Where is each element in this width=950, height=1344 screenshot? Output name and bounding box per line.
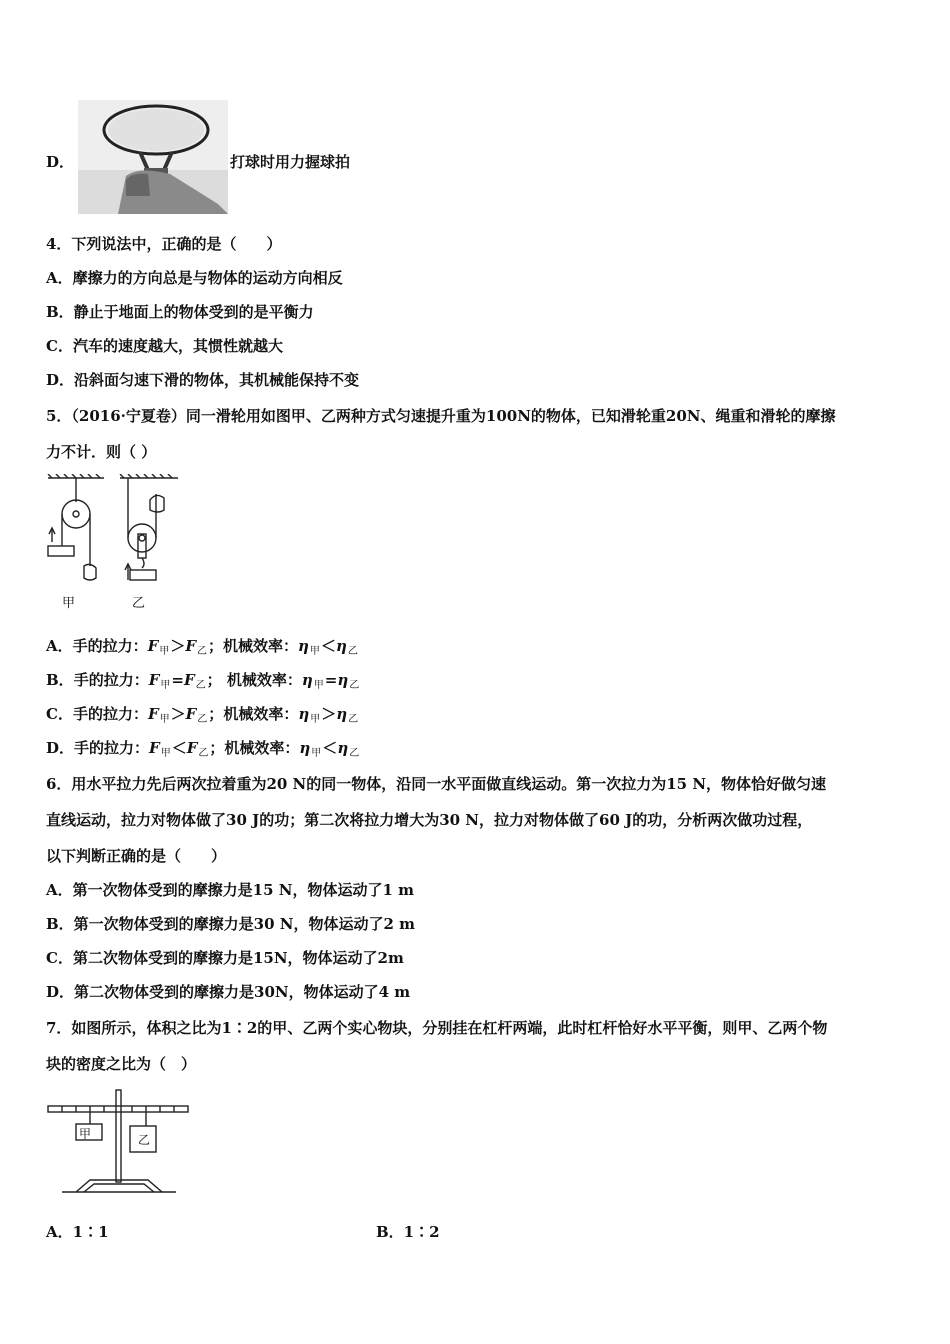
q6-option-b: B．第一次物体受到的摩擦力是30 N，物体运动了2 m [46, 915, 416, 933]
q5-stem-line1: 5．（2016·宁夏卷）同一滑轮用如图甲、乙两种方式匀速提升重为100N的物体，已知滑轮重20N、绳重和滑轮的摩擦 [46, 407, 836, 425]
q6-stem-line1: 6．用水平拉力先后两次拉着重为20 N的同一物体，沿同一水平面做直线运动。第一次拉力为15 N，物体恰好做匀速 [46, 775, 827, 793]
force-symbol: F [186, 739, 198, 757]
q5-stem-line2: 力不计．则（ ） [46, 443, 157, 461]
q7-figure-label-b: 乙 [138, 1133, 151, 1147]
q5-figure-label-b: 乙 [132, 596, 146, 611]
efficiency-label: 机械效率： [223, 637, 299, 655]
efficiency-relation: = [324, 671, 338, 689]
option-prefix: 手的拉力： [73, 671, 149, 689]
force-symbol: F [147, 637, 159, 655]
lever-figure [46, 1088, 190, 1198]
q6-option-a: A．第一次物体受到的摩擦力是15 N，物体运动了1 m [46, 881, 414, 899]
subscript: 甲 [313, 680, 324, 691]
force-symbol: F [185, 637, 196, 655]
q7-stem-line1: 7．如图所示，体积之比为1∶2的甲、乙两个实心物块，分别挂在杠杆两端，此时杠杆恰好水平平衡，则甲、乙两个物 [46, 1019, 828, 1037]
q4-option-c: C．汽车的速度越大，其惯性就越大 [46, 337, 283, 355]
q5-figure-label-a: 甲 [62, 596, 76, 611]
efficiency-label: 机械效率： [223, 705, 299, 723]
subscript: 乙 [195, 680, 206, 691]
subscript: 乙 [196, 646, 207, 657]
option-prefix: 手的拉力： [72, 637, 148, 655]
eta-symbol: η [337, 671, 349, 689]
subscript: 乙 [349, 680, 360, 691]
q6-stem-line3: 以下判断正确的是（ ） [46, 847, 227, 865]
subscript: 乙 [349, 748, 360, 759]
subscript: 甲 [160, 680, 171, 691]
q7-stem-line2: 块的密度之比为（ ） [46, 1055, 197, 1073]
efficiency-label: 机械效率： [224, 739, 300, 757]
option-letter: A． [46, 637, 73, 655]
force-relation: = [171, 671, 184, 689]
efficiency-relation: ＜ [322, 739, 338, 757]
q7-option-b: B．1∶2 [376, 1223, 440, 1241]
force-symbol: F [183, 671, 195, 689]
q5-option-a: A．手的拉力：$F_甲>F_乙$；机械效率：$\eta_甲<\eta_乙$ [46, 637, 358, 657]
option-prefix: 手的拉力： [72, 705, 148, 723]
subscript: 乙 [347, 646, 358, 657]
subscript: 甲 [159, 646, 170, 657]
pulley-figure [44, 474, 184, 614]
efficiency-relation: ＞ [321, 705, 337, 723]
eta-symbol: η [298, 637, 309, 655]
q4-stem: 4．下列说法中，正确的是（ ） [46, 235, 282, 253]
option-prefix: 手的拉力： [74, 739, 150, 757]
q6-option-d: D．第二次物体受到的摩擦力是30N，物体运动了4 m [46, 983, 411, 1001]
eta-symbol: η [299, 739, 311, 757]
force-relation: ＜ [171, 739, 187, 757]
option-letter: B． [46, 671, 74, 689]
force-symbol: F [185, 705, 197, 723]
efficiency-label: 机械效率： [226, 671, 302, 689]
subscript: 甲 [310, 714, 321, 725]
force-symbol: F [149, 739, 160, 757]
q4-option-d: D．沿斜面匀速下滑的物体，其机械能保持不变 [46, 371, 360, 389]
q5-option-c: C．手的拉力：$F_甲>F_乙$；机械效率：$\eta_甲>\eta_乙$ [46, 705, 359, 725]
subscript: 乙 [348, 714, 359, 725]
subscript: 甲 [309, 646, 320, 657]
eta-symbol: η [336, 705, 348, 723]
eta-symbol: η [298, 705, 310, 723]
force-symbol: F [147, 705, 159, 723]
subscript: 甲 [160, 748, 171, 759]
q5-option-b: B．手的拉力：$F_甲=F_乙$； 机械效率：$\eta_甲=\eta_乙$ [46, 671, 360, 691]
force-relation: ＞ [170, 637, 186, 655]
q7-option-a: A．1∶1 [46, 1223, 109, 1241]
option-letter: C． [46, 705, 73, 723]
q6-stem-line2: 直线运动，拉力对物体做了30 J的功；第二次将拉力增大为30 N，拉力对物体做了60 J的功，分析两次做功过程， [46, 811, 813, 829]
q6-option-c: C．第二次物体受到的摩擦力是15N，物体运动了2m [46, 949, 404, 967]
racket-photo [78, 100, 228, 214]
q4-option-a: A．摩擦力的方向总是与物体的运动方向相反 [46, 269, 343, 287]
subscript: 乙 [198, 748, 209, 759]
force-relation: ＞ [170, 705, 186, 723]
force-symbol: F [148, 671, 160, 689]
subscript: 乙 [197, 714, 208, 725]
eta-symbol: η [301, 671, 313, 689]
q3-option-d-label: D． [46, 153, 75, 171]
eta-symbol: η [335, 637, 347, 655]
eta-symbol: η [337, 739, 349, 757]
q3-option-d-text: 打球时用力握球拍 [230, 153, 351, 171]
q7-figure-label-a: 甲 [79, 1127, 92, 1141]
subscript: 甲 [159, 714, 170, 725]
efficiency-relation: ＜ [320, 637, 336, 655]
q5-option-d: D．手的拉力：$F_甲<F_乙$；机械效率：$\eta_甲<\eta_乙$ [46, 739, 360, 759]
subscript: 甲 [311, 748, 322, 759]
option-letter: D． [46, 739, 75, 757]
q4-option-b: B．静止于地面上的物体受到的是平衡力 [46, 303, 314, 321]
